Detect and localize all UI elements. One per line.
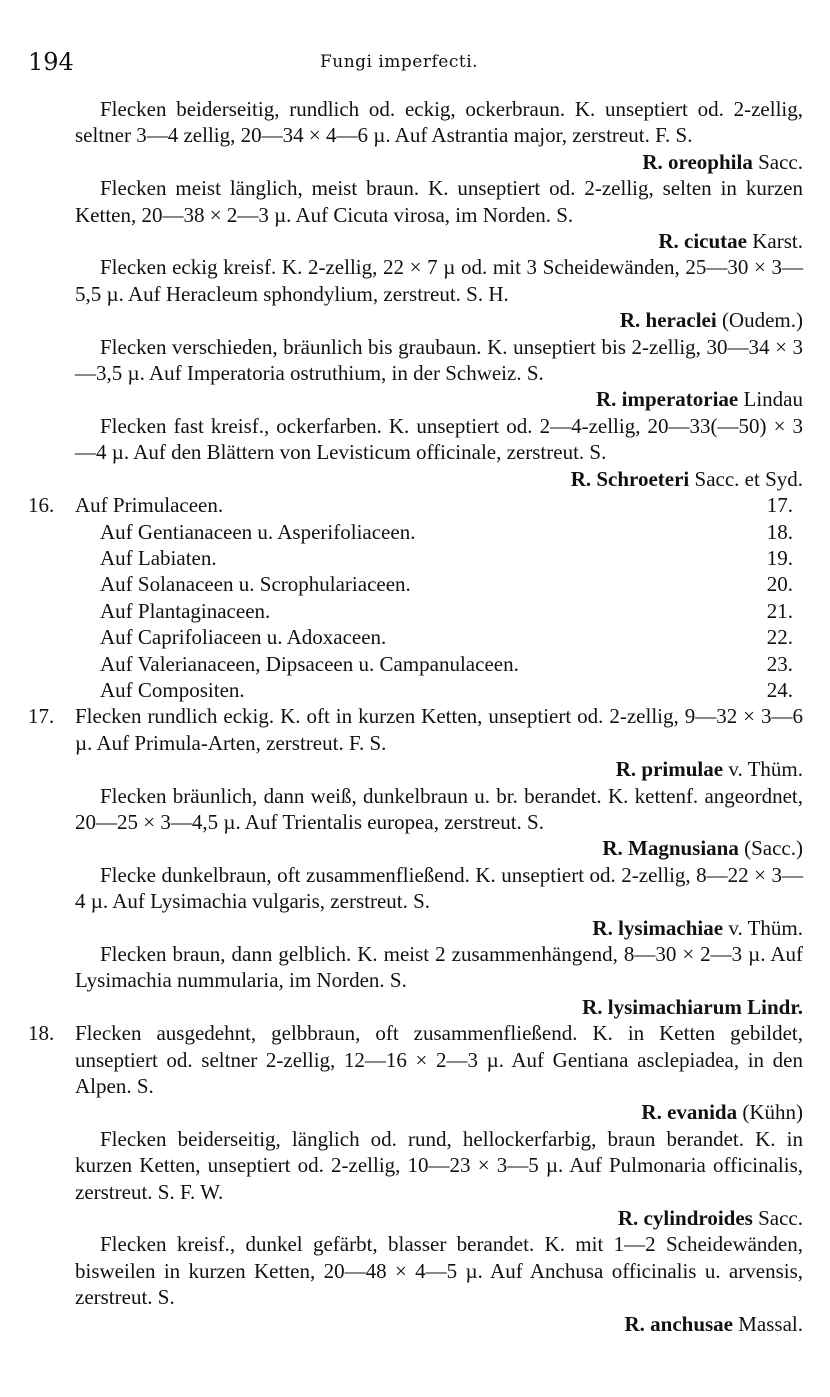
key-label: Auf Plantaginaceen. [100,598,271,623]
entry-description: Flecken ausgedehnt, gelbbraun, oft zusammenfließend. K. in Ketten gebildet, unseptiert od. seltner 2-zellig, 12—16 × 2—3 µ. Auf Gentiana asclepiadea, in den Alpen. S. [75,1021,803,1099]
species-author: v. Thüm. [728,915,803,940]
species-line [75,1311,803,1337]
key-item [75,624,803,650]
entry-description: Flecken meist länglich, meist braun. K. unseptiert od. 2-zellig, selten in kurzen Ketten, 20—38 × 2—3 µ. Auf Cicuta virosa, im Norden. S. [75,176,803,227]
key-label: Auf Solanaceen u. Scrophulariaceen. [100,572,411,597]
species-line [75,1205,803,1231]
species-entry [28,1231,803,1337]
key-item [75,598,803,624]
key-reference: 20. [766,572,793,597]
species-author: Lindr. [747,994,803,1019]
species-entry [28,1020,803,1126]
entry-description: Flecken braun, dann gelblich. K. meist 2 zusammenhängend, 8—30 × 2—3 µ. Auf Lysimachia nummularia, im Norden. S. [75,942,803,993]
key-item [75,677,803,703]
key-label: Auf Valerianaceen, Dipsaceen u. Campanulaceen. [100,651,519,676]
key-label: Auf Gentianaceen u. Asperifoliaceen. [100,519,416,544]
species-author: v. Thüm. [728,757,803,782]
species-author: Sacc. et Syd. [694,466,803,491]
species-author: Massal. [738,1311,803,1336]
species-line [75,756,803,782]
key-reference: 21. [766,598,793,623]
key-item [75,545,803,571]
key-reference: 24. [766,677,793,702]
section-number: 16. [28,493,55,518]
species-line [75,386,803,412]
species-entry [28,96,803,175]
species-name: R. primulae [615,757,724,782]
entry-description: Flecken beiderseitig, länglich od. rund, hellockerfarbig, braun berandet. K. in kurzen Ketten, unseptiert od. 2-zellig, 10—23 × 3—5 µ. Auf Pulmonaria officinalis, zerstreut. S. F. W. [75,1126,803,1204]
species-name: R. cicutae [658,229,747,254]
species-author: (Sacc.) [744,836,803,861]
species-entry [28,941,803,1020]
species-entry [28,862,803,941]
species-name: R. anchusae [624,1311,733,1336]
species-name: R. evanida [641,1100,738,1125]
species-name: R. heraclei [619,308,717,333]
species-author: (Oudem.) [721,308,803,333]
key-reference: 22. [766,625,793,650]
species-author: Lindau [743,387,803,412]
species-line [75,228,803,254]
key-item [75,492,803,518]
key-item [75,651,803,677]
species-entry [28,413,803,492]
page-header [28,48,770,78]
species-name: R. oreophila [642,149,753,174]
page-number: 194 [28,48,74,76]
entry-description: Flecken bräunlich, dann weiß, dunkelbraun u. br. berandet. K. kettenf. angeordnet, 20—25 × 3—4,5 µ. Auf Trientalis europea, zerstreut. S. [75,783,803,834]
entry-description: Flecken verschieden, bräunlich bis graubaun. K. unseptiert bis 2-zellig, 30—34 × 3—3,5 µ. Auf Imperatoria ostruthium, in der Schweiz. S. [75,334,803,386]
entry-description: Flecken beiderseitig, rundlich od. eckig, ockerbraun. K. unseptiert od. 2-zellig, seltner 3—4 zellig, 20—34 × 4—6 µ. Auf Astrantia major, zerstreut. F. S. [75,97,803,148]
entry-description: Flecke dunkelbraun, oft zusammenfließend. K. unseptiert od. 2-zellig, 8—22 × 3—4 µ. Auf Lysimachia vulgaris, zerstreut. S. [75,862,803,914]
section-number: 17. [28,704,55,729]
species-line [75,994,803,1020]
key-section-16 [28,492,803,703]
key-reference: 19. [766,545,793,570]
species-entry [28,703,803,782]
species-name: R. lysimachiarum [582,994,742,1019]
key-item [75,571,803,597]
key-item [75,519,803,545]
species-line [75,915,803,941]
key-label: Auf Labiaten. [100,545,217,570]
species-author: (Kühn) [742,1100,803,1125]
species-line [75,466,803,492]
species-author: Sacc. [758,1206,803,1231]
entry-description: Flecken kreisf., dunkel gefärbt, blasser berandet. K. mit 1—2 Scheidewänden, bisweilen in kurzen Ketten, 20—48 × 4—5 µ. Auf Anchusa officinalis u. arvensis, zerstreut. S. [75,1232,803,1310]
species-name: R. Schroeteri [570,466,690,491]
key-label: Auf Caprifoliaceen u. Adoxaceen. [100,625,387,650]
species-name: R. lysimachiae [592,915,724,940]
entry-description: Flecken eckig kreisf. K. 2-zellig, 22 × 7 µ od. mit 3 Scheidewänden, 25—30 × 3—5,5 µ. Auf Heracleum sphondylium, zerstreut. S. H. [75,255,803,306]
page-body [28,96,803,1337]
species-name: R. cylindroides [617,1206,753,1231]
species-line [75,149,803,175]
species-entry [28,783,803,862]
running-title: Fungi imperfecti. [319,52,479,72]
species-entry [28,1126,803,1232]
species-author: Karst. [752,229,803,254]
species-name: R. Magnusiana [602,836,739,861]
species-entry [28,254,803,333]
species-line [75,1099,803,1125]
key-reference: 23. [766,651,793,676]
key-label: Auf Compositen. [100,677,245,702]
species-author: Sacc. [758,149,803,174]
entry-description: Flecken fast kreisf., ockerfarben. K. unseptiert od. 2—4-zellig, 20—33(—50) × 3—4 µ. Auf den Blättern von Levisticum officinale, zerstreut. S. [75,413,803,465]
species-name: R. imperatoriae [595,387,739,412]
key-reference: 17. [766,493,793,518]
species-line [75,307,803,333]
key-reference: 18. [766,519,793,544]
species-entry [28,175,803,254]
entry-description: Flecken rundlich eckig. K. oft in kurzen Ketten, unseptiert od. 2-zellig, 9—32 × 3—6 µ. Auf Primula-Arten, zerstreut. F. S. [75,704,803,755]
species-line [75,835,803,861]
section-number: 18. [28,1021,55,1046]
key-label: Auf Primulaceen. [75,493,224,518]
species-entry [28,334,803,413]
